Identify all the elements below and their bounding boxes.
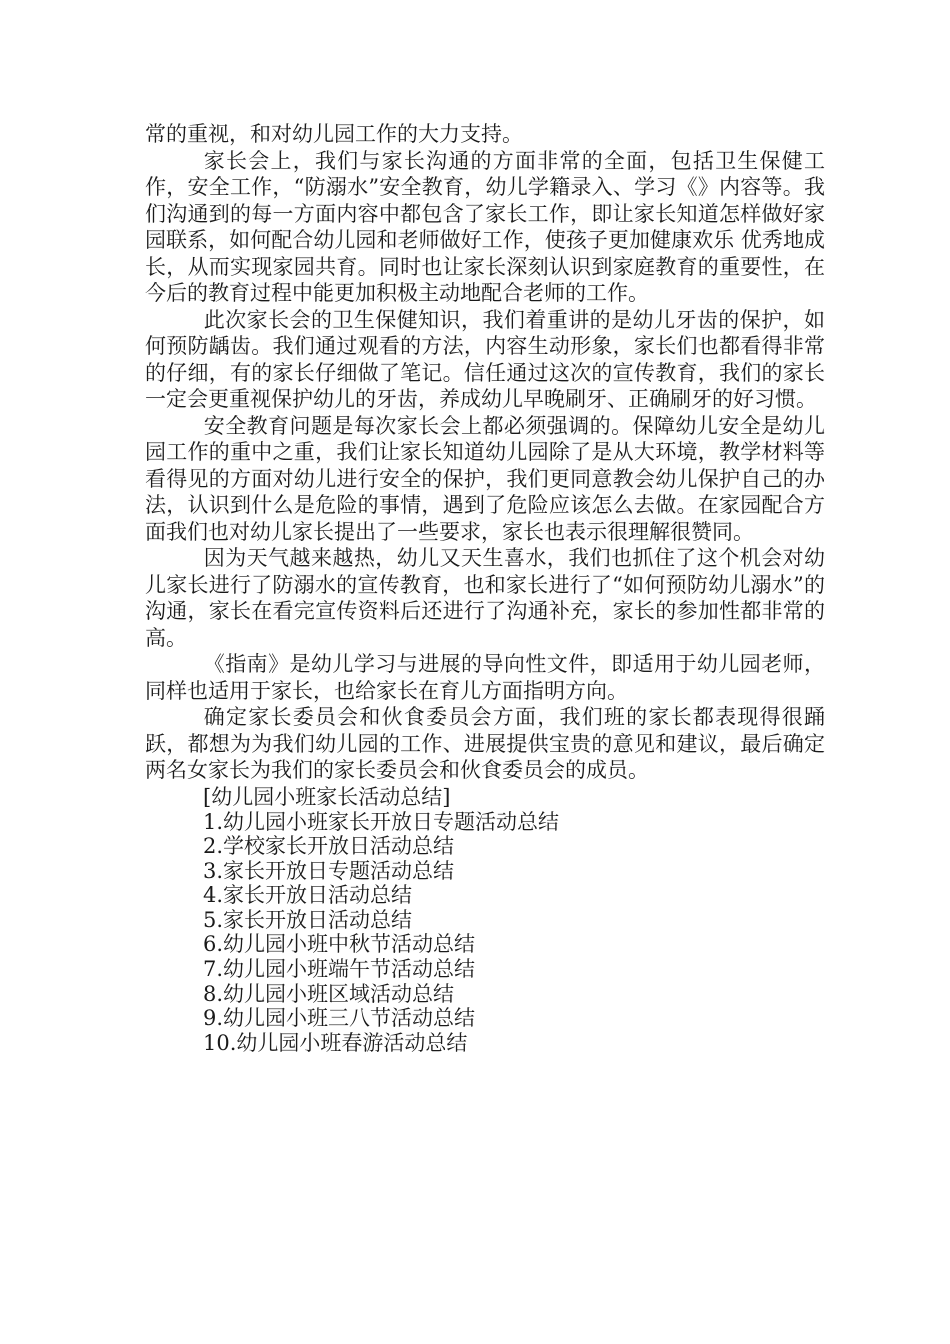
- related-article-link[interactable]: 1.幼儿园小班家长开放日专题活动总结: [203, 809, 560, 834]
- paragraph-continuation: 常的重视，和对幼儿园工作的大力支持。: [145, 122, 523, 146]
- related-article-link[interactable]: 9.幼儿园小班三八节活动总结: [203, 1006, 476, 1031]
- related-article-link[interactable]: 7.幼儿园小班端午节活动总结: [203, 957, 476, 982]
- related-articles-heading: [幼儿园小班家长活动总结]: [203, 784, 451, 809]
- related-article-link[interactable]: 5.家长开放日活动总结: [203, 907, 413, 932]
- related-articles-list: [145, 784, 825, 1056]
- paragraph-drowning-prevention: 因为天气越来越热，幼儿又天生喜水，我们也抓住了这个机会对幼儿家长进行了防溺水的宣传教育，也和家长进行了“如何预防幼儿溺水”的沟通，家长在看完宣传资料后还进行了沟通补充，家长的参加性都非常的高。: [145, 546, 825, 650]
- document-body: [145, 121, 825, 1055]
- related-article-link[interactable]: 6.幼儿园小班中秋节活动总结: [203, 932, 476, 957]
- related-article-link[interactable]: 10.幼儿园小班春游活动总结: [203, 1030, 468, 1055]
- related-article-link[interactable]: 4.家长开放日活动总结: [203, 883, 413, 908]
- paragraph-committee: 确定家长委员会和伙食委员会方面，我们班的家长都表现得很踊跃，都想为为我们幼儿园的工作、进展提供宝贵的意见和建议，最后确定两名女家长为我们的家长委员会和伙食委员会的成员。: [145, 705, 825, 782]
- paragraph-safety-education: 安全教育问题是每次家长会上都必须强调的。保障幼儿安全是幼儿园工作的重中之重，我们让家长知道幼儿园除了是从大环境，教学材料等看得见的方面对幼儿进行安全的保护，我们更同意教会幼儿保护自己的办法，认识到什么是危险的事情，遇到了危险应该怎么去做。在家园配合方面我们也对幼儿家长提出了一些要求，家长也表示很理解很赞同。: [145, 413, 825, 544]
- related-article-link[interactable]: 3.家长开放日专题活动总结: [203, 858, 455, 883]
- paragraph-meeting-topics: 家长会上，我们与家长沟通的方面非常的全面，包括卫生保健工作，安全工作，“防溺水”安全教育，幼儿学籍录入、学习《》内容等。我们沟通到的每一方面内容中都包含了家长工作，即让家长知道怎样做好家园联系，如何配合幼儿园和老师做好工作，使孩子更加健康欢乐 优秀地成长，从而实现家园共育。同时也让家长深刻认识到家庭教育的重要性，在今后的教育过程中能更加积极主动地配合老师的工作。: [145, 148, 825, 305]
- related-article-link[interactable]: 8.幼儿园小班区域活动总结: [203, 981, 455, 1006]
- paragraph-guide: 《指南》是幼儿学习与进展的导向性文件，即适用于幼儿园老师，同样也适用于家长，也给家长在育儿方面指明方向。: [145, 652, 825, 703]
- related-article-link[interactable]: 2.学校家长开放日活动总结: [203, 834, 455, 859]
- paragraph-health-care: 此次家长会的卫生保健知识，我们着重讲的是幼儿牙齿的保护，如何预防龋齿。我们通过观看的方法，内容生动形象，家长们也都看得非常的仔细，有的家长仔细做了笔记。信任通过这次的宣传教育，我们的家长一定会更重视保护幼儿的牙齿，养成幼儿早晚刷牙、正确刷牙的好习惯。: [145, 307, 825, 411]
